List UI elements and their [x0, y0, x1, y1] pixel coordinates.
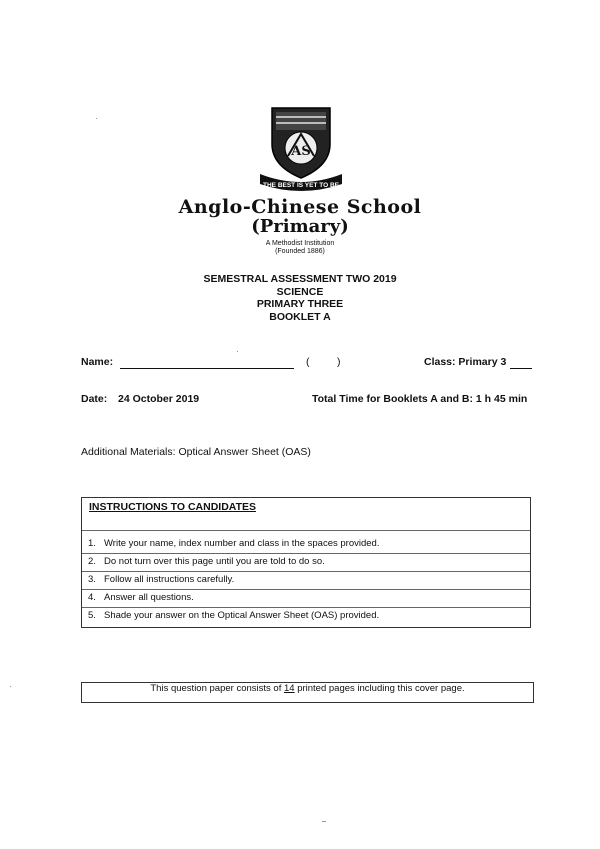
instruction-item: 5. Shade your answer on the Optical Answer Sheet (OAS) provided. [88, 610, 380, 621]
exam-title-block [0, 273, 600, 323]
name-field[interactable] [120, 356, 294, 369]
divider [82, 553, 530, 554]
class-field[interactable] [510, 356, 532, 369]
exam-subject: SCIENCE [276, 285, 324, 298]
instruction-item: 4. Answer all questions. [88, 592, 194, 603]
instructions-list [82, 538, 530, 628]
scan-speck [237, 351, 238, 352]
page-count-prefix: This question paper consists of [150, 683, 282, 694]
exam-booklet: BOOKLET A [269, 310, 331, 323]
instruction-item: 2. Do not turn over this page until you are told to do so. [88, 556, 325, 567]
exam-title: SEMESTRAL ASSESSMENT TWO 2019 [203, 273, 397, 285]
date-value: 24 October 2019 [118, 393, 200, 405]
school-crest [256, 104, 346, 194]
instruction-item: 1. Write your name, index number and class in the spaces provided. [88, 538, 380, 549]
affiliation: A Methodist Institution [265, 240, 335, 247]
instruction-item: 3. Follow all instructions carefully. [88, 574, 235, 585]
school-name-sub: (Primary) [251, 216, 349, 237]
crest-motto: THE BEST IS YET TO BE [263, 182, 339, 189]
index-open: ( [306, 356, 310, 368]
school-name: Anglo-Chinese School [178, 196, 422, 218]
scan-speck [96, 118, 97, 119]
exam-level: PRIMARY THREE [256, 298, 344, 310]
page-count-number: 14 [283, 683, 295, 694]
founded: (Founded 1886) [275, 248, 325, 255]
date-label: Date: [81, 393, 108, 405]
scan-speck [10, 686, 11, 687]
svg-text:AS: AS [291, 144, 311, 159]
name-label: Name: [81, 356, 114, 368]
divider [82, 607, 530, 608]
instructions-box [81, 497, 531, 628]
divider [82, 571, 530, 572]
page-count-box [81, 682, 534, 703]
divider [82, 530, 530, 531]
total-time: Total Time for Booklets A and B: 1 h 45 min [312, 393, 528, 405]
divider [82, 589, 530, 590]
scan-speck [322, 821, 326, 822]
page-count-suffix: printed pages including this cover page. [297, 683, 465, 694]
index-close: ) [337, 356, 341, 368]
instructions-title: INSTRUCTIONS TO CANDIDATES [89, 501, 257, 513]
additional-materials: Additional Materials: Optical Answer Sheet (OAS) [81, 446, 311, 458]
class-label: Class: Primary 3 [424, 356, 507, 368]
